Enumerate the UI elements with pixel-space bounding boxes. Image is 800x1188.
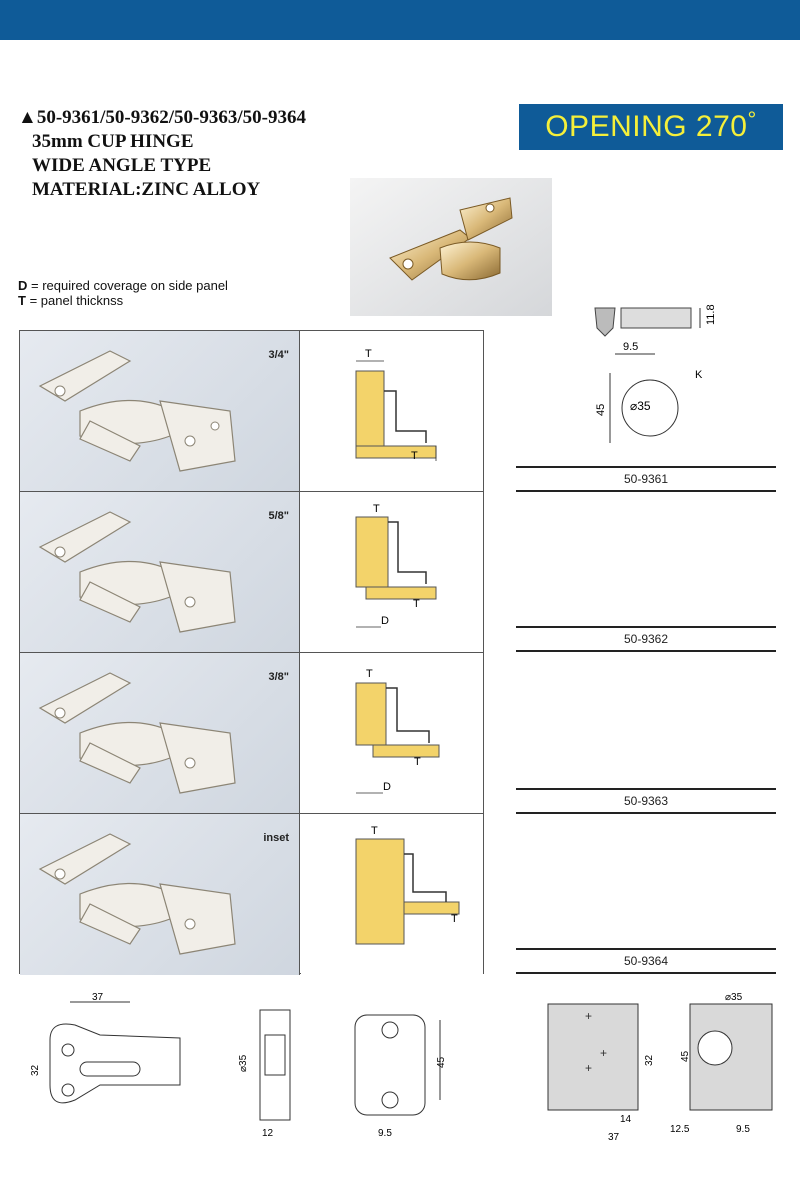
overlay-size-label: inset [263, 832, 289, 844]
legend [18, 278, 228, 308]
hinge-variant-photo [20, 331, 300, 491]
overlay-size-label: 3/4" [268, 349, 289, 361]
plus-marker-icon: + [585, 1009, 593, 1023]
plus-marker-icon: + [585, 1061, 593, 1075]
part-number-label: 50-9362 [516, 626, 776, 652]
side-view-drawing [301, 492, 483, 652]
opening-angle-badge [519, 104, 783, 150]
legend-d-text: = required coverage on side panel [27, 278, 228, 293]
drill-9-5-label: 9.5 [736, 1124, 750, 1135]
t-dimension-label: T [373, 503, 380, 515]
legend-t [18, 293, 228, 308]
cup-dimension-diagram [585, 298, 725, 458]
drill-12-5-label: 12.5 [670, 1124, 690, 1135]
side-view-drawing-cell [301, 814, 483, 975]
legend-d-key: D [18, 278, 28, 293]
dim-dia35-label: ⌀35 [238, 1054, 249, 1072]
part-number-label: 50-9361 [516, 466, 776, 492]
dim-45-label: 45 [436, 1056, 447, 1068]
dim-k-label: K [695, 369, 703, 381]
bottom-technical-drawings [20, 990, 500, 1140]
variant-row [20, 331, 483, 492]
variant-grid [19, 330, 484, 974]
side-view-drawing-cell [301, 331, 483, 491]
dim-37-label: 37 [92, 992, 104, 1003]
title-line-type: WIDE ANGLE TYPE [32, 155, 212, 176]
part-number-label: 50-9364 [516, 948, 776, 974]
variant-photo-cell [20, 653, 300, 813]
side-view-drawing-cell [301, 653, 483, 813]
drill-dia35-label: ⌀35 [725, 992, 743, 1003]
t-dimension-label: T [366, 668, 373, 680]
plus-marker-icon: + [600, 1046, 608, 1060]
drill-45-label: 45 [680, 1050, 691, 1062]
hinge-product-photo [350, 178, 552, 316]
side-view-drawing [301, 331, 483, 491]
top-banner [0, 0, 800, 40]
variant-photo-cell [20, 331, 300, 491]
drill-32-label: 32 [644, 1054, 655, 1066]
dim-depth-label: 45 [595, 403, 607, 416]
model-numbers: 50-9361/50-9362/50-9363/50-9364 [36, 107, 306, 128]
hinge-variant-photo [20, 492, 300, 652]
t-dimension-label: T [365, 348, 372, 360]
overlay-size-label: 5/8" [268, 510, 289, 522]
title-line-cup-hinge: 35mm CUP HINGE [32, 131, 194, 152]
legend-t-text: = panel thicknss [25, 293, 124, 308]
overlay-size-label: 3/8" [268, 671, 289, 683]
variant-row [20, 653, 483, 814]
dim-diameter-label: ⌀35 [630, 399, 651, 413]
d-dimension-label: D [383, 781, 391, 793]
t-dimension-label: T [371, 825, 378, 837]
dim-height-label: 11.8 [705, 304, 717, 325]
dim-9-5-label: 9.5 [378, 1128, 392, 1139]
t-dimension-label: T [413, 598, 420, 610]
variant-photo-cell [20, 814, 300, 975]
variant-photo-cell [20, 492, 300, 652]
variant-row [20, 492, 483, 653]
title-line-material: MATERIAL:ZINC ALLOY [32, 179, 261, 200]
hinge-variant-photo [20, 653, 300, 813]
drill-14-label: 14 [620, 1114, 632, 1125]
t-dimension-label: T [414, 756, 421, 768]
side-view-drawing [301, 814, 483, 974]
side-view-drawing-cell [301, 492, 483, 652]
legend-d [18, 278, 228, 293]
drill-37-label: 37 [608, 1132, 620, 1143]
dim-12-label: 12 [262, 1128, 274, 1139]
legend-t-key: T [18, 293, 26, 308]
part-number-label: 50-9363 [516, 788, 776, 814]
dim-offset-label: 9.5 [623, 341, 639, 353]
d-dimension-label: D [381, 615, 389, 627]
dim-32-label: 32 [30, 1064, 41, 1076]
variant-row [20, 814, 483, 975]
degree-symbol: ° [747, 107, 757, 132]
triangle-marker-icon: ▲ [18, 107, 37, 128]
side-view-drawing [301, 653, 483, 813]
opening-text: OPENING 270 [545, 110, 748, 143]
product-title-block [18, 106, 306, 202]
t-dimension-label: T [411, 450, 418, 462]
t-dimension-label: T [451, 913, 458, 925]
title-models-line [18, 106, 306, 130]
hinge-variant-photo [20, 814, 300, 974]
drilling-pattern-drawings [540, 990, 780, 1150]
